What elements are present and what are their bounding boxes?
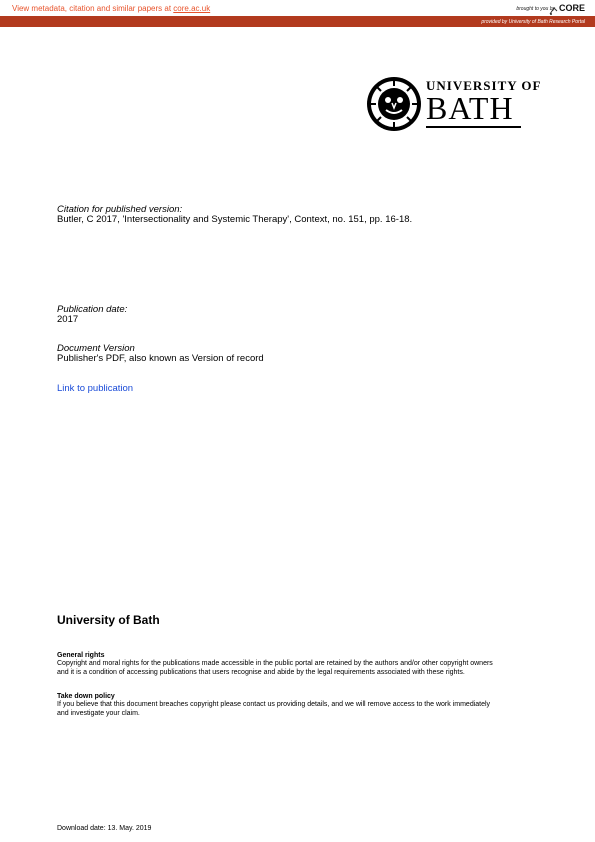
citation-label: Citation for published version: <box>57 204 183 215</box>
take-down-text <box>57 701 567 718</box>
publication-date-value: 2017 <box>57 314 79 325</box>
general-rights-line-2: and it is a condition of accessing publications that users recognise and abide by the legal requirements associated with these rights. <box>57 668 465 676</box>
document-version-value: Publisher's PDF, also known as Version of record <box>57 353 264 364</box>
bath-crest-icon <box>366 76 422 137</box>
take-down-line-1: If you believe that this document breaches copyright please contact us providing details, and we will remove access to the work immediately <box>57 701 491 708</box>
brought-to-you-text: brought to you by <box>516 6 555 12</box>
take-down-heading: Take down policy <box>57 693 115 700</box>
take-down-line-2: and investigate your claim. <box>57 709 140 717</box>
core-link-prefix: View metadata, citation and similar papers at <box>12 4 172 13</box>
link-to-publication[interactable]: Link to publication <box>57 383 134 394</box>
document-version-label: Document Version <box>57 343 135 354</box>
citation-text: Butler, C 2017, 'Intersectionality and Systemic Therapy', Context, no. 151, pp. 16-18. <box>57 214 413 225</box>
core-link-url[interactable]: core.ac.uk <box>173 4 211 13</box>
logo-bath: BATH <box>426 90 514 126</box>
publication-date-label: Publication date: <box>57 304 128 315</box>
general-rights-text <box>57 660 567 677</box>
general-rights-line-1: Copyright and moral rights for the publications made accessible in the public portal are retained by the authors and/or other copyright owners <box>57 660 493 667</box>
download-date: Download date: 13. May. 2019 <box>57 825 152 832</box>
provided-by-text[interactable]: provided by University of Bath Research Portal <box>481 19 585 25</box>
logo-university-of: UNIVERSITY OF <box>426 78 542 93</box>
core-brand[interactable]: CORE <box>559 3 586 13</box>
core-metadata-link[interactable] <box>12 4 210 13</box>
general-rights-heading: General rights <box>57 652 105 659</box>
logo-underline <box>426 126 521 128</box>
institution-heading: University of Bath <box>57 613 160 627</box>
